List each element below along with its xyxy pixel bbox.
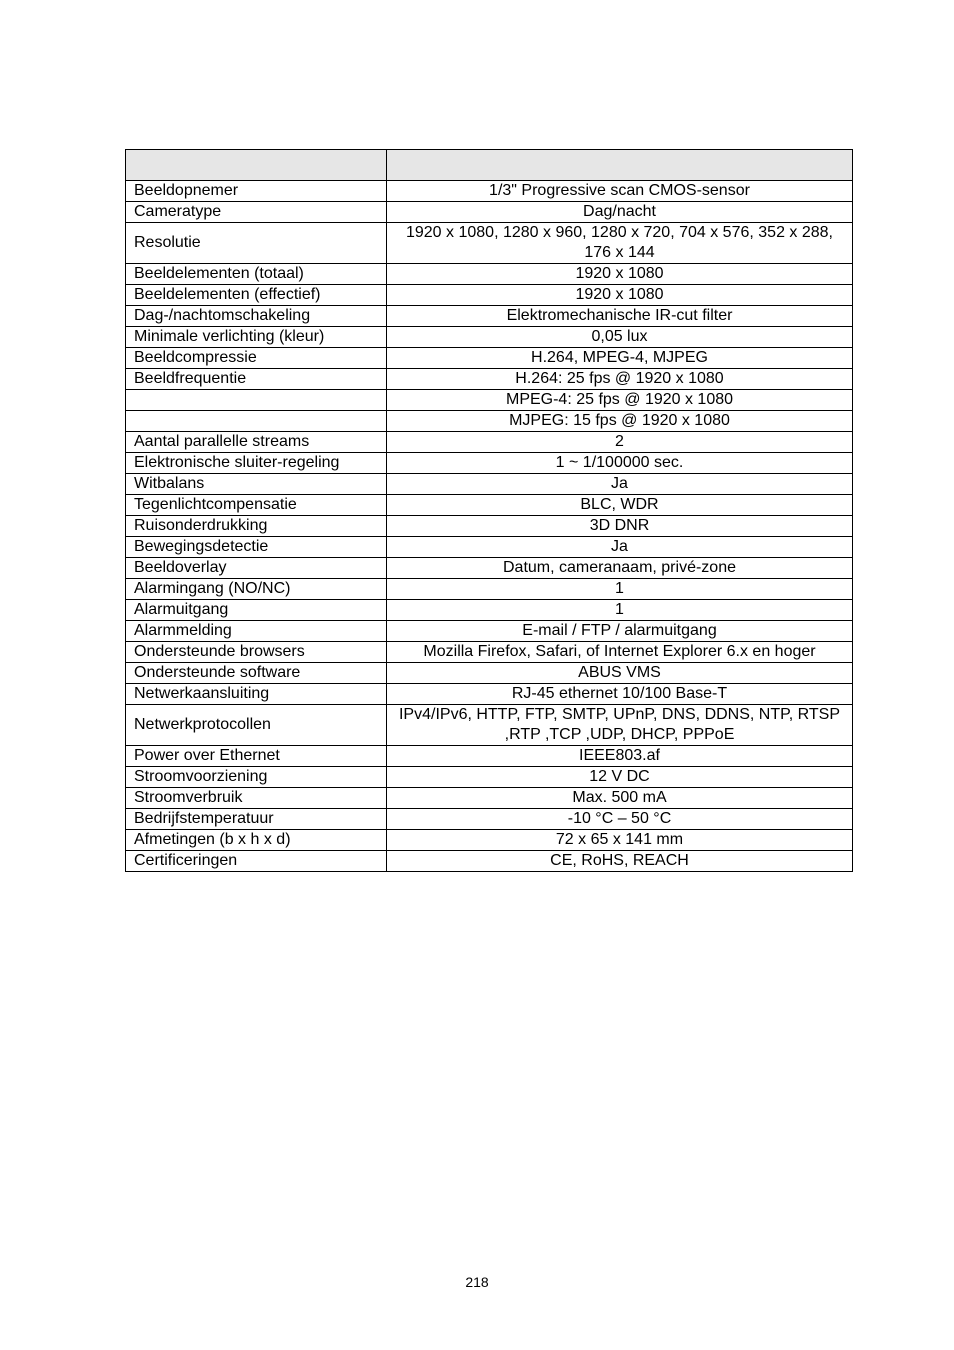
- spec-label-cell: Ondersteunde software: [126, 663, 387, 684]
- table-row: [126, 495, 853, 516]
- spec-table: [125, 149, 853, 872]
- spec-value-cell: Dag/nacht: [387, 202, 853, 223]
- spec-label-cell: Bewegingsdetectie: [126, 537, 387, 558]
- spec-value-cell: MJPEG: 15 fps @ 1920 x 1080: [387, 411, 853, 432]
- table-row: [126, 621, 853, 642]
- table-row: [126, 516, 853, 537]
- spec-value-cell: MPEG-4: 25 fps @ 1920 x 1080: [387, 390, 853, 411]
- spec-label-cell: Minimale verlichting (kleur): [126, 327, 387, 348]
- spec-value-cell: Max. 500 mA: [387, 788, 853, 809]
- spec-value-cell: Datum, cameranaam, privé-zone: [387, 558, 853, 579]
- spec-value-cell: IEEE803.af: [387, 746, 853, 767]
- table-row: [126, 474, 853, 495]
- table-row: [126, 558, 853, 579]
- spec-label-cell: Stroomvoorziening: [126, 767, 387, 788]
- page-number: 218: [465, 1274, 489, 1290]
- spec-value-cell: 72 x 65 x 141 mm: [387, 830, 853, 851]
- table-row: [126, 264, 853, 285]
- spec-value-cell: Ja: [387, 474, 853, 495]
- table-row: [126, 579, 853, 600]
- spec-label-cell: Resolutie: [126, 223, 387, 264]
- spec-value-cell: H.264, MPEG-4, MJPEG: [387, 348, 853, 369]
- spec-label-cell: Ruisonderdrukking: [126, 516, 387, 537]
- table-row: [126, 453, 853, 474]
- spec-value-cell: IPv4/IPv6, HTTP, FTP, SMTP, UPnP, DNS, DDNS, NTP, RTSP ,RTP ,TCP ,UDP, DHCP, PPPoE: [387, 705, 853, 746]
- spec-label-cell: Beeldfrequentie: [126, 369, 387, 390]
- spec-label-cell: Alarmuitgang: [126, 600, 387, 621]
- table-row: [126, 181, 853, 202]
- table-row: [126, 663, 853, 684]
- table-row: [126, 223, 853, 264]
- table-row: [126, 411, 853, 432]
- table-row: [126, 642, 853, 663]
- spec-label-cell: Netwerkprotocollen: [126, 705, 387, 746]
- spec-label-cell: Beeldcompressie: [126, 348, 387, 369]
- spec-label-cell: Netwerkaansluiting: [126, 684, 387, 705]
- spec-label-cell: Elektronische sluiter-regeling: [126, 453, 387, 474]
- spec-label-cell: Tegenlichtcompensatie: [126, 495, 387, 516]
- header-cell-label: [126, 150, 387, 181]
- spec-value-cell: 0,05 lux: [387, 327, 853, 348]
- table-row: [126, 746, 853, 767]
- spec-value-cell: E-mail / FTP / alarmuitgang: [387, 621, 853, 642]
- spec-value-cell: CE, RoHS, REACH: [387, 851, 853, 872]
- table-row: [126, 390, 853, 411]
- spec-value-cell: Ja: [387, 537, 853, 558]
- spec-label-cell: Aantal parallelle streams: [126, 432, 387, 453]
- spec-label-cell: Witbalans: [126, 474, 387, 495]
- spec-label-cell: Beeldopnemer: [126, 181, 387, 202]
- spec-value-cell: H.264: 25 fps @ 1920 x 1080: [387, 369, 853, 390]
- spec-label-cell: [126, 411, 387, 432]
- spec-value-cell: 2: [387, 432, 853, 453]
- table-row: [126, 767, 853, 788]
- spec-value-cell: 1920 x 1080: [387, 264, 853, 285]
- spec-table-body: [126, 150, 853, 872]
- spec-label-cell: Afmetingen (b x h x d): [126, 830, 387, 851]
- table-row: [126, 830, 853, 851]
- table-row: [126, 705, 853, 746]
- spec-value-cell: -10 °C – 50 °C: [387, 809, 853, 830]
- table-row: [126, 851, 853, 872]
- spec-label-cell: Cameratype: [126, 202, 387, 223]
- spec-value-cell: BLC, WDR: [387, 495, 853, 516]
- table-row: [126, 369, 853, 390]
- table-row: [126, 432, 853, 453]
- table-row: [126, 684, 853, 705]
- spec-value-cell: RJ-45 ethernet 10/100 Base-T: [387, 684, 853, 705]
- table-row: [126, 327, 853, 348]
- spec-label-cell: [126, 390, 387, 411]
- table-row: [126, 600, 853, 621]
- spec-value-cell: 1 ~ 1/100000 sec.: [387, 453, 853, 474]
- spec-value-cell: 1920 x 1080, 1280 x 960, 1280 x 720, 704 x 576, 352 x 288, 176 x 144: [387, 223, 853, 264]
- spec-value-cell: 1: [387, 579, 853, 600]
- spec-value-cell: 1: [387, 600, 853, 621]
- spec-label-cell: Beeldoverlay: [126, 558, 387, 579]
- spec-label-cell: Certificeringen: [126, 851, 387, 872]
- table-row: [126, 306, 853, 327]
- spec-label-cell: Bedrijfstemperatuur: [126, 809, 387, 830]
- table-row: [126, 285, 853, 306]
- spec-value-cell: ABUS VMS: [387, 663, 853, 684]
- spec-label-cell: Dag-/nachtomschakeling: [126, 306, 387, 327]
- spec-value-cell: 3D DNR: [387, 516, 853, 537]
- table-row: [126, 202, 853, 223]
- spec-value-cell: 1/3" Progressive scan CMOS-sensor: [387, 181, 853, 202]
- table-row: [126, 788, 853, 809]
- spec-value-cell: Mozilla Firefox, Safari, of Internet Explorer 6.x en hoger: [387, 642, 853, 663]
- spec-value-cell: 1920 x 1080: [387, 285, 853, 306]
- table-row: [126, 809, 853, 830]
- table-row: [126, 537, 853, 558]
- spec-value-cell: 12 V DC: [387, 767, 853, 788]
- spec-value-cell: Elektromechanische IR-cut filter: [387, 306, 853, 327]
- table-row: [126, 348, 853, 369]
- spec-label-cell: Beeldelementen (effectief): [126, 285, 387, 306]
- spec-label-cell: Ondersteunde browsers: [126, 642, 387, 663]
- spec-label-cell: Alarmingang (NO/NC): [126, 579, 387, 600]
- spec-label-cell: Beeldelementen (totaal): [126, 264, 387, 285]
- header-cell-value: [387, 150, 853, 181]
- spec-label-cell: Stroomverbruik: [126, 788, 387, 809]
- spec-label-cell: Alarmmelding: [126, 621, 387, 642]
- table-header-row: [126, 150, 853, 181]
- spec-label-cell: Power over Ethernet: [126, 746, 387, 767]
